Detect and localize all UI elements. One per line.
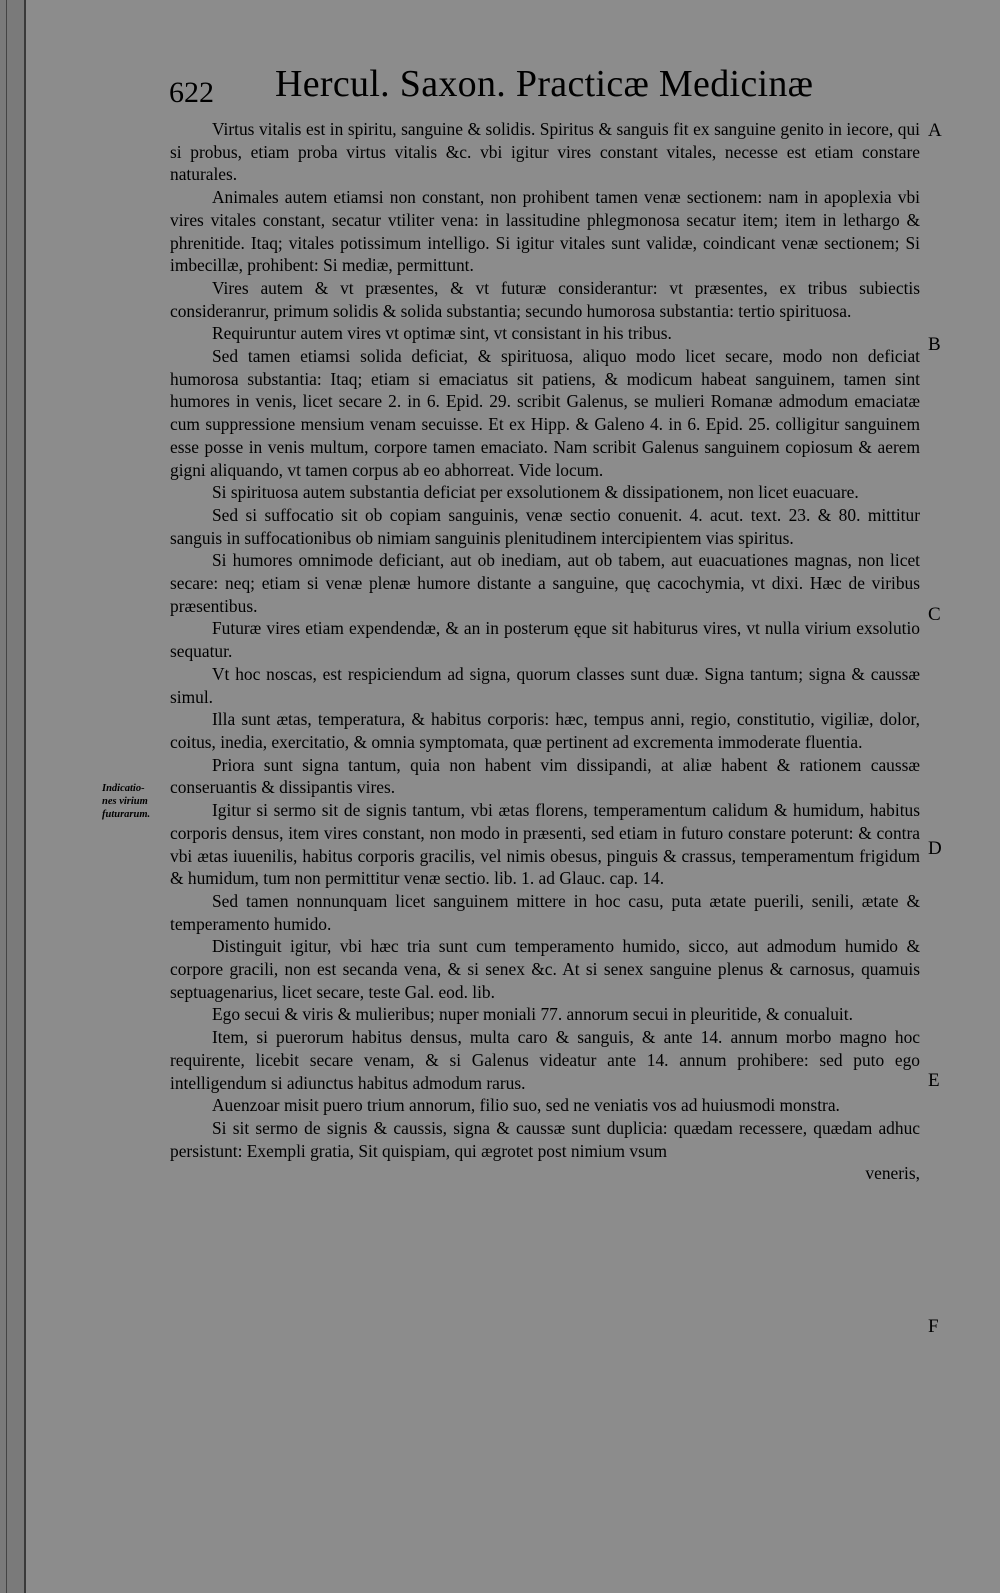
paragraph: Si sit sermo de signis & caussis, signa & caussæ sunt duplicia: quædam recessere, quædam adhuc persistunt: Exempli gratia, Sit quispiam, qui ægrotet post nimium vsum — [170, 1117, 920, 1161]
paragraph: Item, si puerorum habitus densus, multa caro & sanguis, & ante 14. annum morbo magno hoc requirente, licebit secare venam, & si Galenus videatur ante 14. annum prohibere: sed puto ego intelligendum si adiunctus habitus admodum rarus. — [170, 1027, 920, 1093]
paragraph: Animales autem etiamsi non constant, non prohibent tamen venæ sectionem: nam in apoplexia vbi vires vitales constant, secatur vtiliter vena: in lassitudine phlegmonosa secatur item; item in lethargo & phrenitide. Itaq; vitales potissimum intelligo. Si igitur vitales sunt validæ, coindicant venæ sectionem; Si imbecillæ, prohibent: Si mediæ, permittunt. — [170, 187, 920, 276]
margin-letter-f: F — [928, 1316, 939, 1337]
paragraph: Futuræ vires etiam expendendæ, & an in posterum ęque sit habiturus vires, vt nulla virium exsolutio sequatur. — [170, 618, 920, 662]
side-note-line: nes virium — [102, 796, 148, 807]
margin-letter-a: A — [928, 120, 942, 141]
main-text — [170, 118, 920, 1185]
paragraph: Sed tamen nonnunquam licet sanguinem mittere in hoc casu, puta ætate puerili, senili, ætate & temperamento humido. — [170, 890, 920, 934]
paragraph: Requiruntur autem vires vt optimæ sint, vt consistant in his tribus. — [212, 323, 672, 344]
paragraph: Priora sunt signa tantum, quia non habent vim dissipandi, at aliæ habent & rationem caussæ conseruantis & dissipantis vires. — [170, 754, 920, 798]
side-note-line: Indicatio- — [102, 783, 145, 794]
paragraph: Si spirituosa autem substantia deficiat per exsolutionem & dissipationem, non licet euacuare. — [212, 482, 859, 503]
running-head: Hercul. Saxon. Practicæ Medicinæ — [275, 63, 814, 105]
margin-letter-e: E — [928, 1070, 940, 1091]
paragraph: Si humores omnimode deficiant, aut ob inediam, aut ob tabem, aut euacuationes magnas, non licet secare: neq; etiam si venæ plenæ humore distante a sanguine, quę cacochymia, vt dixi. Hæc de viribus præsentibus. — [170, 550, 920, 616]
page-header — [165, 62, 925, 122]
paragraph: Distinguit igitur, vbi hæc tria sunt cum temperamento humido, sicco, aut admodum humido & corpore gracili, non est secanda vena, & si senex &c. At si senex sanguine plenus & carnosus, quamuis septuagenarius, licet secare, teste Gal. eod. lib. — [170, 936, 920, 1002]
paragraph: Vt hoc noscas, est respiciendum ad signa, quorum classes sunt duæ. Signa tantum; signa & caussæ simul. — [170, 663, 920, 707]
paragraph: Sed si suffocatio sit ob copiam sanguinis, venæ sectio conuenit. 4. acut. text. 23. & 80. mittitur sanguis in suffocationibus ob nimiam sanguinis plenitudinem intercipientem vias spiritus. — [170, 504, 920, 548]
margin-letter-d: D — [928, 838, 942, 859]
paragraph: Virtus vitalis est in spiritu, sanguine & solidis. Spiritus & sanguis fit ex sanguine genito in iecore, qui si probus, etiam proba virtus vitalis &c. vbi igitur vires constant vitales, necesse est etiam constare naturales. — [170, 119, 920, 185]
margin-letter-b: B — [928, 334, 941, 355]
paragraph: Illa sunt ætas, temperatura, & habitus corporis: hæc, tempus anni, regio, constitutio, vigiliæ, dolor, coitus, inedia, exercitatio, & omnia symptomata, quæ pertinent ad excrementa immoderate fluentia. — [170, 709, 920, 752]
paragraph: Igitur si sermo sit de signis tantum, vbi ætas florens, temperamentum calidum & humidum, habitus corporis densus, item vires constant, non modo in præsenti, sed etiam in futuro constare poterunt: & contra vbi ætas iuuenilis, habitus corporis gracilis, vel nimis obesus, pinguis & crassus, temperamentum frigidum & humidum, tum non permittitur venæ sectio. lib. 1. ad Glauc. cap. 14. — [170, 800, 920, 889]
margin-letter-c: C — [928, 604, 941, 625]
side-note-line: futurarum. — [102, 809, 151, 820]
catchword: veneris, — [865, 1163, 920, 1184]
gutter-edge-line — [6, 0, 7, 1593]
paragraph: Ego secui & viris & mulieribus; nuper moniali 77. annorum secui in pleuritide, & conualuit. — [212, 1004, 853, 1025]
binding-gutter — [0, 0, 26, 1593]
paragraph: Auenzoar misit puero trium annorum, filio suo, sed ne veniatis vos ad huiusmodi monstra. — [212, 1095, 840, 1116]
paragraph: Sed tamen etiamsi solida deficiat, & spirituosa, aliquo modo licet secare, modo non deficiat humorosa substantia: Itaq; etiam si emaciatus sit patiens, & modicum habeat sanguinem, tamen sint humores in venis, licet secare 2. in 6. Epid. 29. scribit Galenus, se mulieri Romanæ admodum emaciatæ cum suppressione mensium venam secuisse. Et ex Hipp. & Galeno 4. in 6. Epid. 25. colligitur sanguinem esse posse in venis multum, corpore tamen emaciato. Nam scribit Galenus sanguinem copiosum & aerem gigni aliquando, vt tamen corpus ab eo abhorreat. Vide locum. — [170, 346, 920, 480]
page-number: 622 — [169, 76, 214, 109]
paragraph: Vires autem & vt præsentes, & vt futuræ considerantur: vt præsentes, ex tribus subiectis consideranrur, primum solidis & solida substantia; secundo humorosa substantia: tertio spirituosa. — [170, 277, 920, 321]
side-note — [102, 782, 176, 821]
